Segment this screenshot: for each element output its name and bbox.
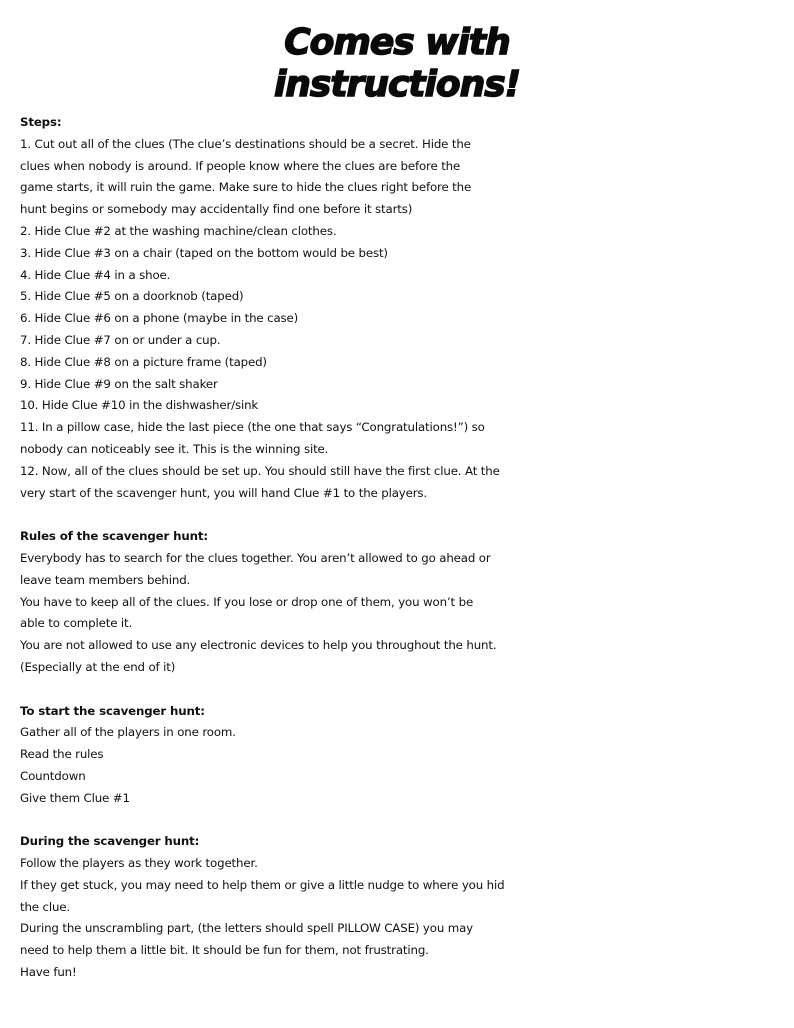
step-line: 6. Hide Clue #6 on a phone (maybe in the case) [20, 311, 299, 326]
page-title [0, 22, 794, 106]
step-line: clues when nobody is around. If people know where the clues are before the [20, 158, 461, 173]
steps-heading: Steps: [20, 115, 62, 129]
section-spacer [20, 810, 780, 832]
title-line-1: Comes with [284, 22, 510, 63]
step-line: 10. Hide Clue #10 in the dishwasher/sink [20, 398, 259, 413]
step-line: 9. Hide Clue #9 on the salt shaker [20, 376, 218, 391]
start-line: Read the rules [20, 747, 104, 762]
start-heading: To start the scavenger hunt: [20, 703, 205, 718]
rule-line: You have to keep all of the clues. If you lose or drop one of them, you won’t be [20, 594, 474, 609]
during-line: Follow the players as they work together. [20, 856, 258, 871]
rule-line: Everybody has to search for the clues together. You aren’t allowed to go ahead or [20, 550, 491, 565]
step-line: 2. Hide Clue #2 at the washing machine/clean clothes. [20, 223, 337, 238]
during-line: During the unscrambling part, (the letters should spell PILLOW CASE) you may [20, 921, 473, 936]
step-line: 11. In a pillow case, hide the last piece (the one that says “Congratulations!”) so [20, 420, 485, 435]
section-spacer [20, 504, 780, 526]
step-line: game starts, it will ruin the game. Make sure to hide the clues right before the [20, 180, 472, 195]
rule-line: (Especially at the end of it) [20, 659, 176, 674]
title-line-2: instructions! [273, 64, 521, 105]
start-line: Gather all of the players in one room. [20, 725, 236, 740]
step-line: 12. Now, all of the clues should be set up. You should still have the first clue. At the [20, 463, 500, 478]
start-line: Give them Clue #1 [20, 790, 130, 805]
section-spacer [20, 679, 780, 701]
start-line: Countdown [20, 768, 86, 783]
step-line: 4. Hide Clue #4 in a shoe. [20, 267, 171, 282]
rules-section [20, 526, 780, 679]
during-heading: During the scavenger hunt: [20, 834, 200, 849]
instructions-body [20, 112, 780, 984]
step-line: very start of the scavenger hunt, you will hand Clue #1 to the players. [20, 485, 428, 500]
step-line: 1. Cut out all of the clues (The clue’s destinations should be a secret. Hide the [20, 136, 471, 151]
step-line: 7. Hide Clue #7 on or under a cup. [20, 332, 221, 347]
rule-line: You are not allowed to use any electronic devices to help you throughout the hunt. [20, 638, 497, 653]
rule-line: able to complete it. [20, 616, 133, 631]
steps-section [20, 112, 780, 504]
during-section [20, 831, 780, 984]
rules-heading: Rules of the scavenger hunt: [20, 529, 208, 544]
rule-line: leave team members behind. [20, 572, 191, 587]
start-section [20, 701, 780, 810]
step-line: nobody can noticeably see it. This is the winning site. [20, 441, 329, 456]
step-line: 5. Hide Clue #5 on a doorknob (taped) [20, 289, 244, 304]
step-line: hunt begins or somebody may accidentally find one before it starts) [20, 202, 413, 217]
step-line: 3. Hide Clue #3 on a chair (taped on the bottom would be best) [20, 245, 388, 260]
step-line: 8. Hide Clue #8 on a picture frame (taped) [20, 354, 267, 369]
during-line: the clue. [20, 899, 71, 914]
during-line: If they get stuck, you may need to help them or give a little nudge to where you hid [20, 877, 505, 892]
during-line: Have fun! [20, 965, 77, 980]
during-line: need to help them a little bit. It should be fun for them, not frustrating. [20, 943, 429, 958]
